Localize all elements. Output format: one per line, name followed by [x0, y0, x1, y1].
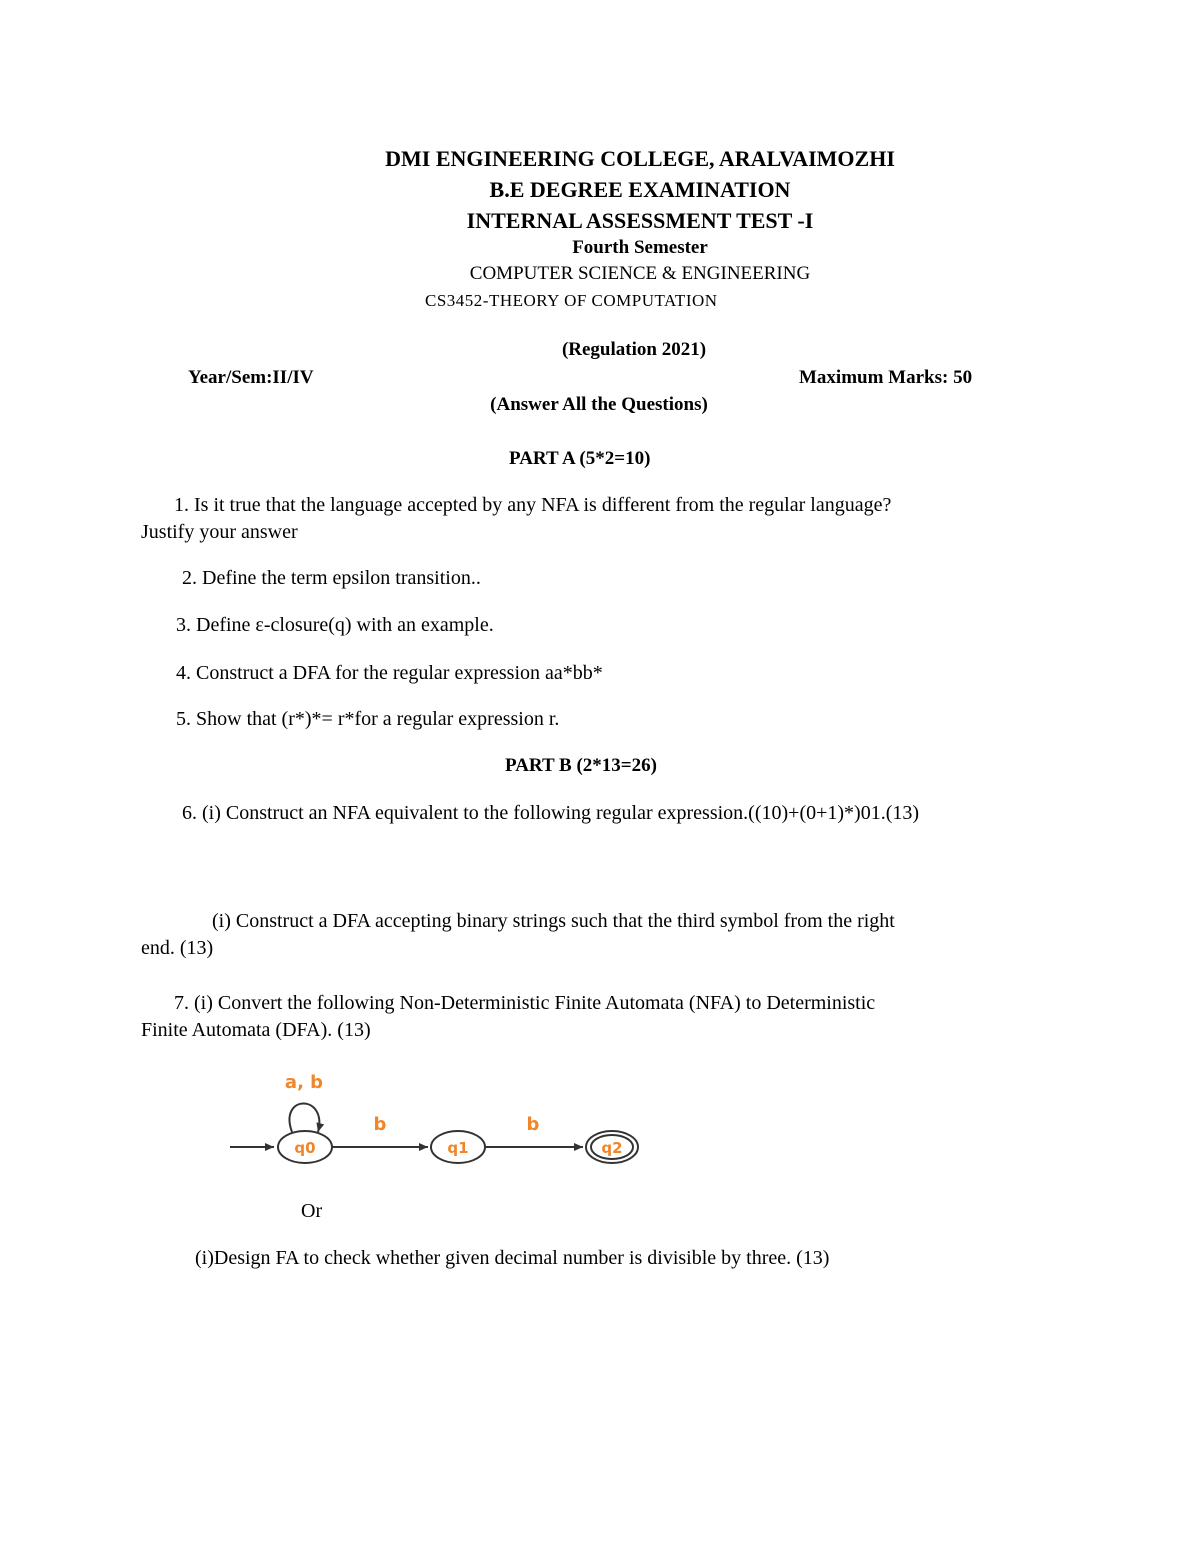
department: COMPUTER SCIENCE & ENGINEERING: [469, 263, 811, 284]
part-a-title: PART A (5*2=10): [509, 448, 651, 469]
self-loop-q0: [290, 1104, 320, 1133]
edge2-label: b: [526, 1114, 540, 1135]
test-title: INTERNAL ASSESSMENT TEST -I: [466, 208, 814, 233]
question-2: 2. Define the term epsilon transition..: [182, 567, 481, 589]
instruction: (Answer All the Questions): [490, 394, 708, 415]
state-q2-label: q2: [601, 1139, 623, 1157]
question-7: 7. (i) Convert the following Non-Deterministic Finite Automata (NFA) to Deterministic: [174, 992, 876, 1014]
degree-title: B.E DEGREE EXAMINATION: [489, 177, 791, 202]
question-7-cont: Finite Automata (DFA). (13): [141, 1019, 371, 1041]
regulation: (Regulation 2021): [561, 339, 707, 360]
edge1-label: b: [373, 1114, 387, 1135]
question-6-alt-cont: end. (13): [141, 937, 214, 959]
state-q0-label: q0: [294, 1139, 316, 1157]
semester: Fourth Semester: [572, 237, 708, 258]
max-marks: Maximum Marks: 50: [799, 367, 973, 388]
question-1-cont: Justify your answer: [141, 521, 298, 543]
question-5: 5. Show that (r*)*= r*for a regular expression r.: [176, 708, 560, 730]
year-sem: Year/Sem:II/IV: [188, 367, 314, 388]
question-1: 1. Is it true that the language accepted by any NFA is different from the regular language?: [174, 494, 892, 516]
question-6-alt: (i) Construct a DFA accepting binary strings such that the third symbol from the right: [212, 910, 895, 932]
loop-label: a, b: [284, 1072, 324, 1093]
state-q1-label: q1: [447, 1139, 469, 1157]
question-3: 3. Define ε-closure(q) with an example.: [176, 614, 494, 636]
part-b-title: PART B (2*13=26): [505, 755, 657, 776]
question-4: 4. Construct a DFA for the regular expression aa*bb*: [176, 662, 603, 684]
course-code: CS3452-THEORY OF COMPUTATION: [425, 291, 718, 310]
or-separator: Or: [301, 1200, 323, 1222]
question-7-alt: (i)Design FA to check whether given decimal number is divisible by three. (13): [195, 1247, 830, 1269]
question-6: 6. (i) Construct an NFA equivalent to the following regular expression.((10)+(0+1)*)01.(13): [182, 802, 920, 824]
college-name: DMI ENGINEERING COLLEGE, ARALVAIMOZHI: [385, 146, 895, 171]
nfa-diagram: [222, 1064, 662, 1174]
